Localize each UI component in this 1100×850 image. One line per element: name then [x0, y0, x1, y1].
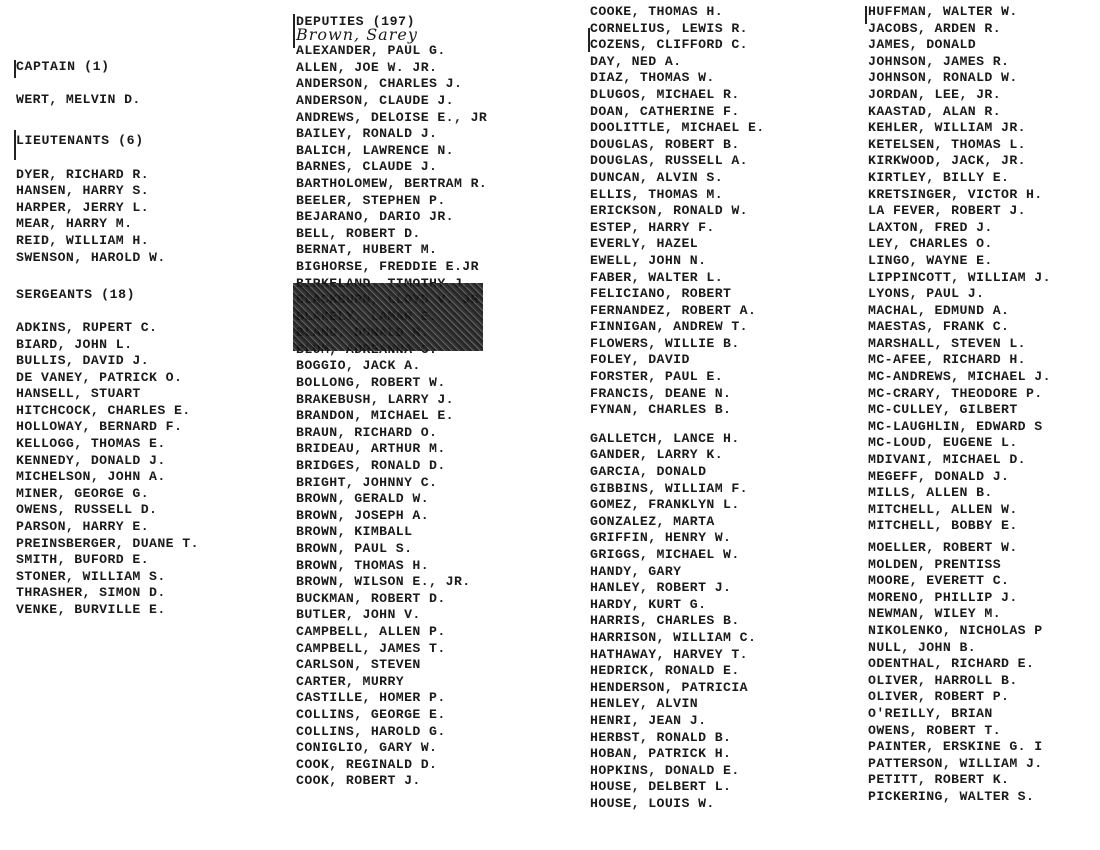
roster-name: FORSTER, PAUL E.	[590, 369, 724, 385]
roster-name: BRAKEBUSH, LARRY J.	[296, 391, 454, 407]
roster-name: CARLSON, STEVEN	[296, 657, 421, 673]
roster-name: FELICIANO, ROBERT	[590, 286, 732, 302]
roster-name: JOHNSON, RONALD W.	[868, 70, 1018, 86]
roster-name: BRAUN, RICHARD O.	[296, 424, 438, 440]
roster-name: MAESTAS, FRANK C.	[868, 319, 1010, 335]
roster-name: BIARD, JOHN L.	[16, 336, 133, 352]
roster-name: MOLDEN, PRENTISS	[868, 556, 1002, 572]
roster-name: MITCHELL, ALLEN W.	[868, 501, 1018, 517]
roster-name: MEAR, HARRY M.	[16, 216, 133, 232]
roster-name: JOHNSON, JAMES R.	[868, 53, 1010, 69]
roster-name: BARTHOLOMEW, BERTRAM R.	[296, 175, 488, 191]
roster-name: CASTILLE, HOMER P.	[296, 690, 446, 706]
roster-name: BAILEY, RONALD J.	[296, 126, 438, 142]
roster-name: COOK, ROBERT J.	[296, 773, 421, 789]
roster-name: KELLOGG, THOMAS E.	[16, 436, 166, 452]
roster-name: BROWN, KIMBALL	[296, 524, 413, 540]
roster-name: ANDERSON, CLAUDE J.	[296, 92, 454, 108]
roster-name: OWENS, RUSSELL D.	[16, 502, 158, 518]
roster-name: FINNIGAN, ANDREW T.	[590, 319, 748, 335]
roster-name: OLIVER, HARROLL B.	[868, 672, 1018, 688]
roster-name: GARCIA, DONALD	[590, 464, 707, 480]
roster-name: JORDAN, LEE, JR.	[868, 86, 1002, 102]
roster-name: LIPPINCOTT, WILLIAM J.	[868, 269, 1051, 285]
roster-name: MARSHALL, STEVEN L.	[868, 335, 1026, 351]
roster-name: GRIGGS, MICHAEL W.	[590, 547, 740, 562]
lieutenants-list	[16, 167, 199, 267]
roster-name: BIGHORSE, FREDDIE E.JR	[296, 258, 479, 274]
roster-name: MC-ANDREWS, MICHAEL J.	[868, 369, 1051, 385]
roster-name: JAMES, DONALD	[868, 37, 977, 53]
column-4	[868, 4, 1051, 806]
roster-name: KAASTAD, ALAN R.	[868, 103, 1002, 119]
roster-name: BOGGIO, JACK A.	[296, 358, 421, 374]
roster-name: HITCHCOCK, CHARLES E.	[16, 402, 191, 418]
roster-name: CAMPBELL, ALLEN P.	[296, 623, 446, 639]
roster-name: COLLINS, HAROLD G.	[296, 723, 446, 739]
ink-smudge	[293, 283, 483, 351]
roster-name: FOLEY, DAVID	[590, 352, 690, 368]
roster-name: SMITH, BUFORD E.	[16, 552, 150, 568]
roster-name: HARDY, KURT G.	[590, 596, 707, 612]
roster-name: MOORE, EVERETT C.	[868, 573, 1010, 589]
roster-name: MEGEFF, DONALD J.	[868, 468, 1010, 484]
roster-name: DE VANEY, PATRICK O.	[16, 369, 183, 385]
column-1	[16, 59, 199, 619]
roster-name: KRETSINGER, VICTOR H.	[868, 186, 1043, 202]
roster-name: COZENS, CLIFFORD C.	[590, 37, 748, 53]
roster-name: BALICH, LAWRENCE N.	[296, 142, 454, 158]
roster-name: NEWMAN, WILEY M.	[868, 606, 1002, 622]
roster-name: BRIDEAU, ARTHUR M.	[296, 441, 446, 457]
roster-name: GIBBINS, WILLIAM F.	[590, 480, 748, 496]
roster-name: BRIDGES, RONALD D.	[296, 458, 446, 474]
roster-name: FRANCIS, DEANE N.	[590, 385, 732, 401]
roster-name: HARPER, JERRY L.	[16, 199, 150, 215]
captain-heading: CAPTAIN (1)	[16, 59, 110, 74]
roster-name: HUFFMAN, WALTER W.	[868, 4, 1018, 19]
roster-name: HARRISON, WILLIAM C.	[590, 629, 757, 645]
roster-name: DLUGOS, MICHAEL R.	[590, 86, 740, 102]
roster-name: DAY, NED A.	[590, 53, 682, 69]
roster-name: BOLLONG, ROBERT W.	[296, 375, 446, 391]
roster-name: HOUSE, DELBERT L.	[590, 779, 732, 795]
roster-name: DUNCAN, ALVIN S.	[590, 169, 724, 185]
roster-name: KETELSEN, THOMAS L.	[868, 136, 1026, 152]
roster-name: BRANDON, MICHAEL E.	[296, 408, 454, 424]
roster-name: COLLINS, GEORGE E.	[296, 706, 446, 722]
roster-name: VENKE, BURVILLE E.	[16, 602, 166, 617]
roster-name: PATTERSON, WILLIAM J.	[868, 755, 1043, 771]
roster-name: JACOBS, ARDEN R.	[868, 20, 1002, 36]
deputies-heading: DEPUTIES (197)	[296, 14, 416, 29]
roster-name: BEELER, STEPHEN P.	[296, 192, 446, 208]
roster-name: GOMEZ, FRANKLYN L.	[590, 497, 740, 513]
roster-name: MDIVANI, MICHAEL D.	[868, 452, 1026, 468]
roster-name: HEDRICK, RONALD E.	[590, 663, 740, 679]
roster-name: FERNANDEZ, ROBERT A.	[590, 302, 757, 318]
roster-name: FYNAN, CHARLES B.	[590, 402, 732, 418]
roster-name: KIRKWOOD, JACK, JR.	[868, 153, 1026, 169]
roster-name: ALLEN, JOE W. JR.	[296, 59, 438, 75]
roster-name: KENNEDY, DONALD J.	[16, 452, 166, 468]
roster-name: BROWN, PAUL S.	[296, 541, 413, 556]
roster-name: KEHLER, WILLIAM JR.	[868, 120, 1026, 136]
roster-name: PETITT, ROBERT K.	[868, 772, 1010, 788]
roster-name: KIRTLEY, BILLY E.	[868, 169, 1010, 185]
roster-name: BELL, ROBERT D.	[296, 225, 421, 241]
roster-name: WERT, MELVIN D.	[16, 92, 141, 108]
roster-name: HENDERSON, PATRICIA	[590, 679, 748, 695]
roster-name: LEY, CHARLES O.	[868, 236, 993, 252]
roster-name: OWENS, ROBERT T.	[868, 722, 1002, 738]
roster-name: REID, WILLIAM H.	[16, 232, 150, 248]
roster-name: CAMPBELL, JAMES T.	[296, 640, 446, 656]
roster-name: PREINSBERGER, DUANE T.	[16, 535, 199, 551]
roster-name: PARSON, HARRY E.	[16, 519, 150, 535]
roster-name: ANDERSON, CHARLES J.	[296, 76, 463, 92]
roster-name: COOK, REGINALD D.	[296, 756, 438, 772]
roster-name: ELLIS, THOMAS M.	[590, 186, 724, 202]
roster-name: PICKERING, WALTER S.	[868, 788, 1035, 804]
roster-name: EVERLY, HAZEL	[590, 236, 699, 252]
column-2	[296, 14, 487, 790]
roster-name: ANDREWS, DELOISE E., JR	[296, 109, 488, 125]
roster-name: DIAZ, THOMAS W.	[590, 70, 715, 86]
roster-name: FLOWERS, WILLIE B.	[590, 335, 740, 351]
margin-mark	[865, 6, 867, 24]
roster-name: PAINTER, ERSKINE G. I	[868, 739, 1043, 755]
roster-name: HANSELL, STUART	[16, 386, 141, 402]
roster-name: DOUGLAS, RUSSELL A.	[590, 153, 748, 169]
roster-name: MITCHELL, BOBBY E.	[868, 518, 1018, 534]
roster-name: MORENO, PHILLIP J.	[868, 589, 1018, 605]
roster-name: LAXTON, FRED J.	[868, 219, 993, 235]
margin-mark	[293, 14, 295, 48]
roster-name: DOUGLAS, ROBERT B.	[590, 136, 740, 152]
roster-name: COOKE, THOMAS H.	[590, 4, 724, 19]
roster-name: DOOLITTLE, MICHAEL E.	[590, 120, 765, 136]
roster-name: MC-LAUGHLIN, EDWARD S	[868, 418, 1043, 434]
roster-name: BROWN, JOSEPH A.	[296, 507, 430, 523]
roster-name: HANLEY, ROBERT J.	[590, 580, 732, 596]
roster-name: ERICKSON, RONALD W.	[590, 203, 748, 219]
roster-name: HARRIS, CHARLES B.	[590, 613, 740, 629]
roster-name: MILLS, ALLEN B.	[868, 485, 993, 501]
roster-name: MC-CULLEY, GILBERT	[868, 402, 1018, 418]
margin-mark	[14, 60, 16, 78]
roster-name: CONIGLIO, GARY W.	[296, 740, 438, 756]
roster-name: DYER, RICHARD R.	[16, 166, 150, 182]
sergeants-list	[16, 320, 199, 619]
roster-name: LA FEVER, ROBERT J.	[868, 203, 1026, 219]
roster-name: BUTLER, JOHN V.	[296, 607, 421, 623]
roster-name: HOLLOWAY, BERNARD F.	[16, 419, 183, 435]
roster-name: GONZALEZ, MARTA	[590, 513, 715, 529]
roster-name: LYONS, PAUL J.	[868, 286, 985, 302]
roster-name: MACHAL, EDMUND A.	[868, 302, 1010, 318]
roster-name: SWENSON, HAROLD W.	[16, 249, 166, 265]
roster-name: CORNELIUS, LEWIS R.	[590, 20, 748, 36]
roster-name: OLIVER, ROBERT P.	[868, 689, 1010, 705]
roster-name: ODENTHAL, RICHARD E.	[868, 656, 1035, 672]
roster-name: MICHELSON, JOHN A.	[16, 469, 166, 485]
roster-name: BULLIS, DAVID J.	[16, 353, 150, 369]
roster-name: BUCKMAN, ROBERT D.	[296, 590, 446, 606]
margin-mark	[588, 28, 590, 52]
roster-name: BEJARANO, DARIO JR.	[296, 209, 454, 225]
roster-name: O'REILLY, BRIAN	[868, 705, 993, 721]
roster-name: ALEXANDER, PAUL G.	[296, 43, 446, 59]
roster-name: LINGO, WAYNE E.	[868, 252, 993, 268]
deputies-list-bottom	[296, 342, 487, 790]
roster-name: MC-LOUD, EUGENE L.	[868, 435, 1018, 451]
captain-list	[16, 92, 199, 109]
roster-name: NULL, JOHN B.	[868, 639, 977, 655]
roster-name: HERBST, RONALD B.	[590, 729, 732, 745]
roster-name: GALLETCH, LANCE H.	[590, 430, 740, 446]
roster-name: HENLEY, ALVIN	[590, 696, 699, 712]
roster-name: STONER, WILLIAM S.	[16, 568, 166, 584]
roster-name: HOUSE, LOUIS W.	[590, 795, 715, 811]
lieutenants-heading: LIEUTENANTS (6)	[16, 133, 144, 149]
deputies-list-g-h	[590, 431, 765, 813]
roster-name: ESTEP, HARRY F.	[590, 219, 715, 235]
roster-name: BERNAT, HUBERT M.	[296, 242, 438, 258]
roster-name: CARTER, MURRY	[296, 673, 405, 689]
roster-name: DOAN, CATHERINE F.	[590, 103, 740, 119]
roster-name: FABER, WALTER L.	[590, 269, 724, 285]
roster-name: NIKOLENKO, NICHOLAS P	[868, 622, 1043, 638]
roster-name: HOPKINS, DONALD E.	[590, 762, 740, 778]
roster-name: BRIGHT, JOHNNY C.	[296, 474, 438, 490]
deputies-list-m-p	[868, 540, 1051, 806]
roster-name: MOELLER, ROBERT W.	[868, 540, 1018, 555]
roster-name: GRIFFIN, HENRY W.	[590, 530, 732, 546]
roster-name: BARNES, CLAUDE J.	[296, 159, 438, 175]
roster-name: GANDER, LARRY K.	[590, 447, 724, 463]
roster-name: HATHAWAY, HARVEY T.	[590, 646, 748, 662]
roster-name: HANDY, GARY	[590, 563, 682, 579]
roster-name: BROWN, THOMAS H.	[296, 557, 430, 573]
roster-name: BROWN, GERALD W.	[296, 491, 430, 507]
roster-name: MINER, GEORGE G.	[16, 485, 150, 501]
column-3	[590, 4, 765, 813]
roster-name: MC-CRARY, THEODORE P.	[868, 385, 1043, 401]
handwritten-note: Brown, Sarey	[296, 24, 418, 44]
roster-name: THRASHER, SIMON D.	[16, 585, 166, 601]
roster-name: EWELL, JOHN N.	[590, 252, 707, 268]
roster-name: HOBAN, PATRICK H.	[590, 746, 732, 762]
roster-name: ADKINS, RUPERT C.	[16, 319, 158, 335]
deputies-list-h-m	[868, 4, 1051, 535]
margin-mark	[14, 130, 16, 160]
roster-name: BROWN, WILSON E., JR.	[296, 574, 471, 590]
sergeants-heading: SERGEANTS (18)	[16, 286, 136, 302]
roster-name: HENRI, JEAN J.	[590, 712, 707, 728]
roster-name: MC-AFEE, RICHARD H.	[868, 352, 1026, 368]
roster-name: HANSEN, HARRY S.	[16, 183, 150, 199]
deputies-list-c-f	[590, 4, 765, 419]
